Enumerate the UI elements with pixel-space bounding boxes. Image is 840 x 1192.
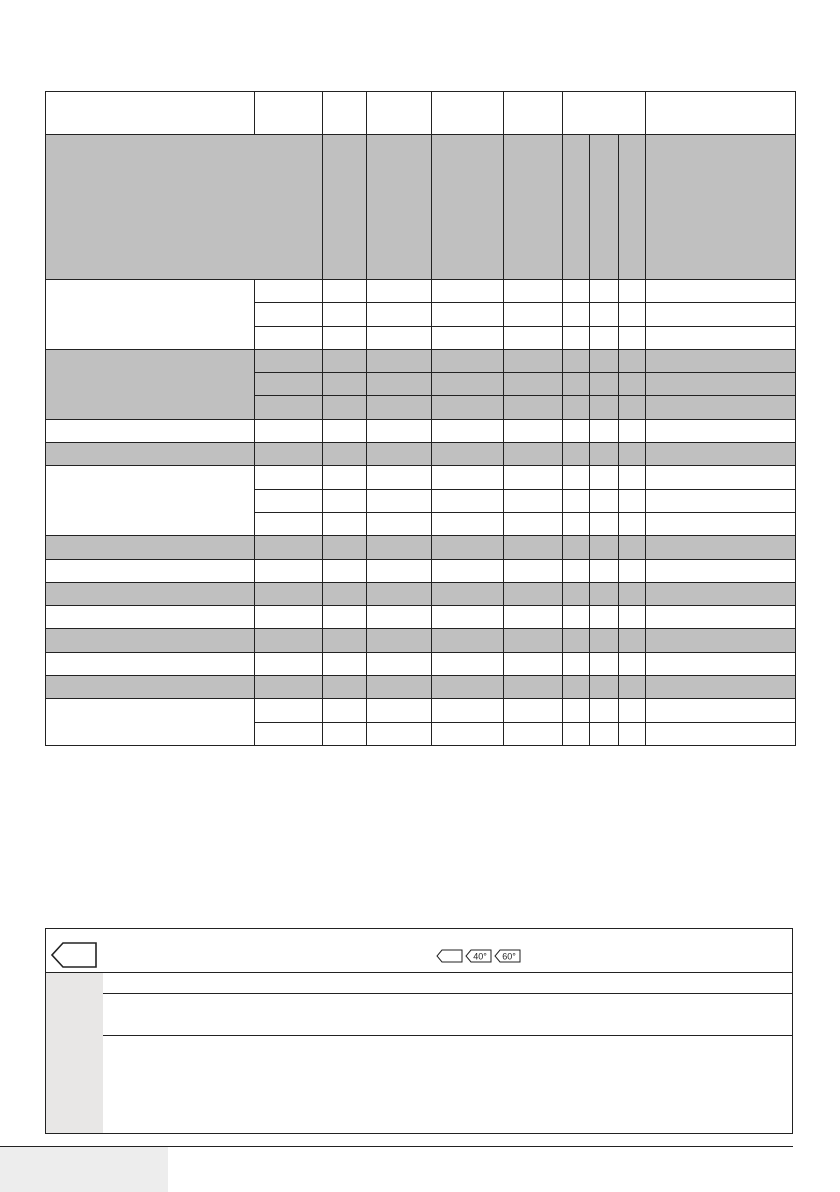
- table-cell: [646, 419, 796, 442]
- table-cell: [619, 699, 646, 722]
- table-cell: [563, 606, 590, 629]
- table-cell: [367, 699, 432, 722]
- subheader-cell: [46, 135, 323, 280]
- table-cell: [619, 349, 646, 372]
- table-cell: [255, 606, 323, 629]
- info-box-divider: [103, 993, 792, 994]
- table-cell: [323, 652, 367, 675]
- table-cell: [504, 629, 563, 652]
- table-cell: [432, 349, 504, 372]
- table-cell: [504, 303, 563, 326]
- table-cell: [590, 280, 619, 303]
- table-cell: [619, 303, 646, 326]
- table-row: [46, 652, 796, 675]
- table-row: [46, 349, 796, 372]
- table-cell: [432, 652, 504, 675]
- table-row: [46, 606, 796, 629]
- table-cell: [563, 280, 590, 303]
- subheader-cell: [432, 135, 504, 280]
- table-cell: [323, 280, 367, 303]
- table-cell: [432, 396, 504, 419]
- table-cell: [563, 303, 590, 326]
- programme-name-cell: [46, 419, 255, 442]
- table-cell: [619, 606, 646, 629]
- table-cell: [590, 676, 619, 699]
- table-cell: [432, 326, 504, 349]
- table-cell: [504, 443, 563, 466]
- subheader-cell: [504, 135, 563, 280]
- table-cell: [563, 652, 590, 675]
- table-cell: [619, 489, 646, 512]
- table-cell: [590, 326, 619, 349]
- table-cell: [646, 606, 796, 629]
- table-cell: [619, 443, 646, 466]
- table-cell: [323, 303, 367, 326]
- table-cell: [323, 582, 367, 605]
- table-cell: [646, 699, 796, 722]
- table-cell: [646, 629, 796, 652]
- table-cell: [590, 512, 619, 535]
- table-cell: [255, 629, 323, 652]
- table-cell: [504, 559, 563, 582]
- table-cell: [255, 303, 323, 326]
- table-cell: [504, 373, 563, 396]
- table-cell: [646, 349, 796, 372]
- symbol-60-label: 60°: [502, 951, 516, 962]
- table-cell: [432, 559, 504, 582]
- table-cell: [619, 536, 646, 559]
- table-cell: [255, 373, 323, 396]
- table-cell: [646, 722, 796, 745]
- table-cell: [504, 582, 563, 605]
- table-cell: [619, 582, 646, 605]
- table-row: [46, 280, 796, 303]
- table-cell: [619, 512, 646, 535]
- table-cell: [255, 722, 323, 745]
- table-cell: [619, 326, 646, 349]
- table-cell: [255, 349, 323, 372]
- table-cell: [619, 396, 646, 419]
- table-row: [46, 443, 796, 466]
- table-cell: [563, 559, 590, 582]
- table-cell: [255, 419, 323, 442]
- table-cell: [432, 303, 504, 326]
- table-cell: [590, 629, 619, 652]
- table-cell: [563, 489, 590, 512]
- table-cell: [323, 606, 367, 629]
- table-cell: [367, 652, 432, 675]
- table-row: [46, 699, 796, 722]
- table-cell: [590, 536, 619, 559]
- table-cell: [367, 676, 432, 699]
- table-cell: [563, 443, 590, 466]
- table-cell: [255, 699, 323, 722]
- header-cell: [46, 92, 255, 135]
- table-cell: [563, 349, 590, 372]
- table-cell: [367, 629, 432, 652]
- table-cell: [432, 582, 504, 605]
- table-cell: [646, 396, 796, 419]
- table-cell: [323, 536, 367, 559]
- table-cell: [646, 326, 796, 349]
- table-cell: [563, 699, 590, 722]
- table-cell: [367, 443, 432, 466]
- table-cell: [590, 466, 619, 489]
- table-cell: [504, 326, 563, 349]
- table-cell: [367, 326, 432, 349]
- table-cell: [255, 443, 323, 466]
- symbol-40-label: 40°: [473, 951, 487, 962]
- subheader-cell: [619, 135, 646, 280]
- table-subheader-row: [46, 135, 796, 280]
- table-cell: [432, 536, 504, 559]
- table-cell: [367, 280, 432, 303]
- table-cell: [323, 699, 367, 722]
- table-cell: [255, 582, 323, 605]
- table-cell: [590, 559, 619, 582]
- programme-name-cell: [46, 536, 255, 559]
- table-cell: [563, 582, 590, 605]
- footer-page-tab: [0, 1147, 168, 1192]
- table-cell: [590, 722, 619, 745]
- table-cell: [590, 349, 619, 372]
- table-cell: [367, 373, 432, 396]
- table-cell: [646, 652, 796, 675]
- table-cell: [563, 466, 590, 489]
- table-cell: [323, 326, 367, 349]
- table-cell: [432, 443, 504, 466]
- table-cell: [367, 512, 432, 535]
- subheader-cell: [367, 135, 432, 280]
- table-cell: [504, 489, 563, 512]
- table-cell: [367, 419, 432, 442]
- table-cell: [563, 419, 590, 442]
- table-cell: [323, 722, 367, 745]
- table-cell: [504, 536, 563, 559]
- table-cell: [504, 699, 563, 722]
- table-cell: [646, 489, 796, 512]
- table-cell: [367, 559, 432, 582]
- table-cell: [255, 652, 323, 675]
- table-cell: [590, 652, 619, 675]
- table-cell: [646, 280, 796, 303]
- table-cell: [367, 466, 432, 489]
- table-cell: [323, 349, 367, 372]
- table-cell: [323, 373, 367, 396]
- header-cell: [323, 92, 367, 135]
- table-cell: [619, 652, 646, 675]
- table-cell: [590, 699, 619, 722]
- table-cell: [563, 512, 590, 535]
- table-cell: [432, 676, 504, 699]
- table-cell: [619, 373, 646, 396]
- table-cell: [504, 676, 563, 699]
- table-cell: [367, 349, 432, 372]
- table-cell: [323, 443, 367, 466]
- programme-name-cell: [46, 582, 255, 605]
- table-cell: [504, 466, 563, 489]
- programme-name-cell: [46, 559, 255, 582]
- table-cell: [646, 443, 796, 466]
- table-cell: [432, 373, 504, 396]
- table-cell: [504, 512, 563, 535]
- table-cell: [646, 303, 796, 326]
- programme-name-cell: [46, 349, 255, 419]
- table-cell: [590, 303, 619, 326]
- table-cell: [255, 489, 323, 512]
- programme-name-cell: [46, 652, 255, 675]
- table-row: [46, 676, 796, 699]
- table-cell: [563, 722, 590, 745]
- table-cell: [563, 326, 590, 349]
- table-cell: [255, 326, 323, 349]
- table-cell: [646, 512, 796, 535]
- table-cell: [432, 722, 504, 745]
- table-cell: [504, 606, 563, 629]
- header-cell: [432, 92, 504, 135]
- programme-table: [45, 91, 796, 746]
- table-cell: [432, 629, 504, 652]
- table-cell: [590, 606, 619, 629]
- header-cell: [504, 92, 563, 135]
- table-cell: [563, 536, 590, 559]
- table-row: [46, 582, 796, 605]
- table-cell: [619, 629, 646, 652]
- table-cell: [367, 536, 432, 559]
- temperature-symbols: [436, 949, 523, 963]
- table-cell: [563, 629, 590, 652]
- header-cell: [646, 92, 796, 135]
- table-header-row: [46, 92, 796, 135]
- table-cell: [590, 396, 619, 419]
- programme-name-cell: [46, 443, 255, 466]
- table-cell: [646, 466, 796, 489]
- table-cell: [432, 512, 504, 535]
- info-box-divider: [46, 972, 792, 973]
- table-cell: [590, 489, 619, 512]
- header-cell: [563, 92, 646, 135]
- programme-name-cell: [46, 699, 255, 746]
- table-cell: [590, 443, 619, 466]
- table-cell: [367, 303, 432, 326]
- header-cell: [367, 92, 432, 135]
- table-cell: [646, 373, 796, 396]
- table-cell: [323, 676, 367, 699]
- info-box-divider: [103, 1035, 792, 1036]
- table-cell: [619, 466, 646, 489]
- table-cell: [504, 396, 563, 419]
- table-cell: [255, 280, 323, 303]
- subheader-cell: [590, 135, 619, 280]
- header-cell: [255, 92, 323, 135]
- program-symbol-40-icon: [465, 949, 492, 963]
- programme-name-cell: [46, 606, 255, 629]
- table-cell: [619, 419, 646, 442]
- table-cell: [255, 512, 323, 535]
- subheader-cell: [323, 135, 367, 280]
- info-box-side-panel: [46, 972, 103, 1133]
- table-cell: [255, 676, 323, 699]
- table-cell: [504, 652, 563, 675]
- program-symbol-60-icon: [494, 949, 521, 963]
- table-cell: [619, 559, 646, 582]
- table-cell: [255, 396, 323, 419]
- programme-name-cell: [46, 280, 255, 350]
- table-cell: [367, 582, 432, 605]
- table-cell: [504, 280, 563, 303]
- table-cell: [323, 419, 367, 442]
- table-row: [46, 536, 796, 559]
- table-cell: [619, 676, 646, 699]
- table-cell: [504, 419, 563, 442]
- table-cell: [432, 466, 504, 489]
- table-cell: [504, 722, 563, 745]
- table-cell: [432, 699, 504, 722]
- programme-name-cell: [46, 466, 255, 536]
- table-cell: [619, 280, 646, 303]
- table-cell: [323, 466, 367, 489]
- table-cell: [432, 606, 504, 629]
- info-box: [45, 928, 793, 1134]
- table-cell: [619, 722, 646, 745]
- table-cell: [432, 280, 504, 303]
- table-cell: [323, 512, 367, 535]
- program-symbol-blank-icon: [436, 949, 463, 963]
- subheader-cell: [646, 135, 796, 280]
- subheader-cell: [563, 135, 590, 280]
- table-cell: [255, 466, 323, 489]
- table-row: [46, 466, 796, 489]
- table-cell: [323, 489, 367, 512]
- table-row: [46, 629, 796, 652]
- table-cell: [504, 349, 563, 372]
- table-cell: [563, 676, 590, 699]
- programme-name-cell: [46, 676, 255, 699]
- table-cell: [563, 396, 590, 419]
- program-symbol-icon: [51, 942, 97, 973]
- table-cell: [323, 559, 367, 582]
- table-cell: [432, 419, 504, 442]
- table-cell: [367, 489, 432, 512]
- table-row: [46, 419, 796, 442]
- table-cell: [367, 396, 432, 419]
- table-cell: [646, 536, 796, 559]
- table-cell: [646, 582, 796, 605]
- table-cell: [563, 373, 590, 396]
- table-cell: [646, 559, 796, 582]
- table-cell: [255, 536, 323, 559]
- table-cell: [646, 676, 796, 699]
- table-cell: [367, 722, 432, 745]
- table-cell: [255, 559, 323, 582]
- table-cell: [590, 373, 619, 396]
- table-row: [46, 559, 796, 582]
- table-cell: [590, 419, 619, 442]
- table-cell: [432, 489, 504, 512]
- table-cell: [323, 396, 367, 419]
- table-cell: [367, 606, 432, 629]
- table-cell: [590, 582, 619, 605]
- programme-name-cell: [46, 629, 255, 652]
- table-cell: [323, 629, 367, 652]
